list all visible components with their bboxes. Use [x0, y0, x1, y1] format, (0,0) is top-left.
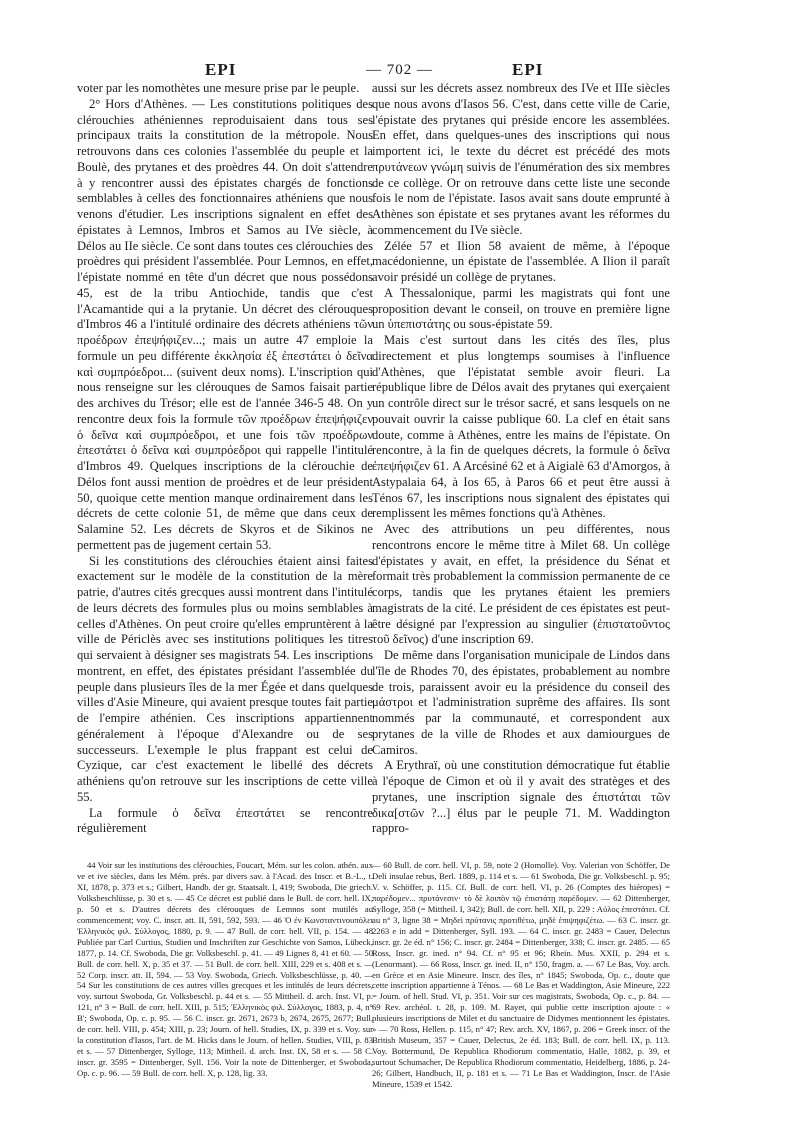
- paragraph: Zélée 57 et Ilion 58 avaient de même, à l'époque macédonienne, un épistate de l'assemblée. A Ilion il paraît avoir présidé un collège de prytanes.: [372, 238, 670, 284]
- left-text-column: [77, 81, 373, 837]
- footnotes-right: [372, 860, 670, 1090]
- page-number: — 702 —: [366, 62, 433, 78]
- paragraph: De même dans l'organisation municipale de Lindos dans l'île de Rhodes 70, des épistates, probablement au nombre de trois, paraissent avoir eu la présidence du conseil des μάστροι et l'administration suprême des affaires. Ils sont nommés par la communauté, et correspondent aux prytanes de la ville de Rhodes et aux damiourgues de Camiros.: [372, 648, 670, 757]
- paragraph: A Erythraï, où une constitution démocratique fut établie à l'époque de Cimon et où il y avait des stratèges et des prytanes, une inscription signale des ἐπιστάται τῶν δικα[στῶν ?...] élus par le peuple 71. M. Waddington rappro-: [372, 758, 670, 836]
- paragraph: aussi sur les décrets assez nombreux des IVe et IIIe siècles que nous avons d'Iasos 56. C'est, dans cette ville de Carie, l'épistate des prytanes qui préside encore les assemblées. En effet, dans quelques-unes des inscriptions qui nous importent ici, le texte du décret est précédé des mots πρυτάνεων γνώμη suivis de l'énumération des six membres de ce collège. Or on retrouve dans cette liste une seconde fois le nom de l'épistate. Iasos avait sans doute emprunté à Athènes son épistate et ses prytanes avant les réformes du commencement du IVe siècle.: [372, 81, 670, 237]
- paragraph: Avec des attributions un peu différentes, nous rencontrons encore le même titre à Milet 68. Un collège d'épistates y avait, en effet, la présidence du Sénat et formait très probablement la commission permanente de ce corps, tandis que les prytanes étaient les premiers magistrats de la cité. Le président de ces épistates est peut-être désigné par l'expression au singulier (ἐπιστατοῦντος τοῦ δεῖνος) d'une inscription 69.: [372, 522, 670, 647]
- paragraph: Mais c'est surtout dans les cités des îles, plus directement et plus longtemps soumises à l'influence d'Athènes, que l'épistatat semble avoir fleuri. La république libre de Délos avait des prytanes qui exerçaient un contrôle direct sur le trésor sacré, et sans lesquels on ne pouvait ouvrir la caisse publique 60. La clef en était sans doute, comme à Athènes, entre les mains de l'épistate. On rencontre, à la fin de quelques décrets, la formule ὁ δεῖνα ἐπεψήφιζεν 61. A Arcésiné 62 et à Aigialè 63 d'Amorgos, à Astypalaia 64, à Ios 65, à Paros 66 et peut être aussi à Ténos 67, les inscriptions nous signalent des épistates qui remplissent les mêmes fonctions qu'à Athènes.: [372, 333, 670, 521]
- right-text-column: [372, 81, 670, 837]
- paragraph: Si les constitutions des clérouchies étaient ainsi faites exactement sur le modèle de la constitution de la mère patrie, d'autres cités grecques aussi montrent dans l'intitulé de leurs décrets des formules plus ou moins semblables à celles d'Athènes. On peut croire qu'elles empruntèrent à la ville de Périclès avec ses institutions politiques les titres qui servaient à désigner ses magistrats 54. Les inscriptions montrent, en effet, des épistates présidant l'assemblée du peuple dans plusieurs îles de la mer Égée et dans quelques villes d'Asie Mineure, qui avaient presque toutes fait partie de l'empire athénien. Ces inscriptions appartiennent généralement à l'époque d'Alexandre ou de ses successeurs. L'exemple le plus frappant est celui de Cyzique, car c'est exactement le libellé des décrets athéniens qu'on retrouve sur les inscriptions de cette ville 55.: [77, 553, 373, 804]
- running-head-right: EPI: [512, 60, 544, 79]
- paragraph: La formule ὁ δεῖνα ἐπεστάτει se rencontre régulièrement: [77, 805, 373, 836]
- running-head-left: EPI: [205, 60, 237, 79]
- footnotes-left: [77, 860, 373, 1079]
- paragraph: A Thessalonique, parmi les magistrats qui font une proposition devant le conseil, on trouve en première ligne un ὑπεπιστάτης ou sous-épistate 59.: [372, 285, 670, 332]
- footnote-block: 44 Voir sur les institutions des clérouchies, Foucart, Mém. sur les colon. athén. aux ve et ive siècles, dans les Mém. prés. par divers sav. à l'Acad. des Inscr. et B.-L., t. XI, 1878, p. 373 et s.; Gilbert, Handb. der gr. Staatsalt. I, 419; Swoboda, Die griech. Volksbeschlüsse, p. 30 et s. — 45 Ce décret est publié dans le Bull. de corr. hell. IX, p. 50 et s. D'autres décrets des clérouques de Lemnos sont mutilés au commencement; voy. C. inscr. att. II, 591, 592, 593. — 46 Ὁ ἐν Κωνσταντινουπόλει Ἑλληνικὸς φιλ. Σύλλογος, 1880, p. 9. — 47 Bull. de corr. hell. VII, p. 154. — 48 Publiée par Carl Curtius, Studien und Inschriften zur Geschichte von Samos, Lübeck, 1877, p. 14. Cf. Swoboda, Die gr. Volksbeschl. p. 41. — 49 Lignes 8, 41 et 60. — 50 Bull. de corr. hell. X, p. 35 et 37. — 51 Bull. de corr. hell. XIII, 229 et s. 408 et s. — 52 Corp. inscr. att. II, 594. — 53 Voy. Swoboda, Griech. Volksbeschlüsse, p. 40. — 54 Sur les constitutions de ces autres villes grecques et les intitulés de leurs décrets, voy. surtout Swoboda, Gr. Volksbeschl. p. 44 et s. — 55 Mittheil. d. arch. Inst. VI, p. 121, n° 3 = Bull. de corr. hell. XIII, p. 515; Ἑλληνικὸς φιλ. Σύλλογος, 1883, p. 4, n° B'; Swoboda, Op. c. p. 95. — 56 C. inscr. gr. 2671, 2673 b, 2674, 2675, 2677; Bull. de corr. hell. VIII, p. 454; XIII, p. 23; Journ. of hell. Studies, IX, p. 339 et s. Voy. sur la constitution d'Iasos, l'art. de M. Hicks dans le Journ. of hellen. Studies, VIII, p. 83 et s. — 57 Dittenberger, Sylloge, 113; Mittheil. d. arch. Inst. IX, 58 et s. — 58 C. inscr. gr. 3595 = Dittenberger, Syll. 156. Voir la note de Dittenberger, et Swoboda, Op. c. p. 96. — 59 Bull. de corr. hell. X, p. 128, lig. 33.: [77, 860, 373, 1079]
- paragraph: voter par les nomothètes une mesure prise par le peuple.: [77, 81, 360, 95]
- footnote-block: — 60 Bull. de corr. hell. VI, p. 59, note 2 (Homolle). Voy. Valerian von Schöffer, De Deli insulae rebus, Berl. 1889, p. 114 et s. — 61 Swoboda, Die gr. Volksbeschl. p. 95; V. v. Schöffer, p. 115. Cf. Bull. de corr. hell. VI, p. 26 (Comptes des hiéropes) = παρέδομεν... πρυτάνεσιν· τὸ δὲ λοιπὸν τῷ ἐπιστάτῃ παρέδομεν. — 62 Dittenberger, Sylloge, 358 (= Mittheil. I, 342); Bull. de corr. hell. XII, p. 229 : Αὐλος ἐπεστάτει. Cf. au n° 3, ligne 38 = Μηδεὶ πρύτανις προτιθέτω, μηδὲ ἐπιψηφιζέτω. — 63 C. inscr. gr. 2263 e in add = Dittenberger, Syll. 193. — 64 C. inscr. gr. 2483 = Cauer, Delectus inscr. gr. 2e éd. n° 156; C. inscr. gr. 2484 = Dittenberger, 338; C. inscr. gr. 2485. — 65 Ross, Inscr. gr. ined. n° 94. Cf. n° 95 et 96; Rhein. Mus. XXII, p. 294 et s. (Lenormant). — 66 Ross, Inscr. gr. ined. II, n° 150, fragm. a. — 67 Le Bas, Voy. arch. en Grèce et en Asie Mineure. Inscr. des îles, n° 1845; Swoboda, Op. c., doute que cette inscription appartienne à Ténos. — 68 Le Bas et Waddington, Asie Mineure, 222 = Journ. of hell. Stud. VI, p. 351. Voir sur ces magistrats, Swoboda, Op. c., p. 84. — 69 Rev. archéol. t. 28, p. 109. M. Rayet, qui publie cette inscription ajoute : « plusieurs inscriptions de Milet et du sanctuaire de Didymes mentionnent les épistates. » — 70 Ross, Hellen. p. 115, n° 47; Rev. arch. XV, 1867, p. 206 = Greek inscr. of the British Museum, 357 = Cauer, Delectus, 2e éd. 183; Bull. de corr. hell. IX, p. 113. Voy. Bottermund, De Republica Rhodiorum commentatio, Halle, 1882, p. 39, et surtout Schumacher, De Republica Rhodiorum commentatio, Heidelberg, 1886, p. 24-26; Gilbert, Handbuch, II, p. 181 et s. — 71 Le Bas et Waddington, Inscr. de l'Asie Mineure, 1539 et 1542.: [372, 860, 670, 1090]
- paragraph: 2° Hors d'Athènes. — Les constitutions politiques des clérouchies athéniennes reproduisaient dans tous ses principaux traits la constitution de la métropole. Nous retrouvons dans ces colonies l'assemblée du peuple et la Boulè, des prytanes et des proèdres 44. On doit s'attendre à y rencontrer aussi des épistates chargés de fonctions semblables à celles des fonctionnaires athéniens que nous venons d'étudier. Les inscriptions signalent en effet des épistates à Lemnos, Imbros et Samos au IVe siècle, à Délos au IIe siècle. Ce sont dans toutes ces clérouchies des proèdres qui président l'assemblée. Pour Lemnos, en effet, l'épistate nommé en tête d'un décret que nous possédons 45, est de la tribu Antiochide, tandis que c'est l'Acamantide qui a la prytanie. Un décret des clérouques d'Imbros 46 a l'intitulé ordinaire des décrets athéniens τῶν προέδρων ἐπεψήφιζεν...; mais un autre 47 emploie la formule un peu différente ἐκκλησία ἐξ ἐπεστάτει ὁ δεῖνα καὶ συμπρόεδροι... (suivent deux noms). L'inscription qui nous renseigne sur les clérouques de Samos faisait partie des archives du Trésor; elle est de l'année 346-5 48. On y rencontre deux fois la formule τῶν προέδρων ἐπεψήφιζεν ὁ δεῖνα καὶ συμπρόεδροι, et une fois τῶν προέδρων ἐπεστάτει ὁ δεῖνα καὶ συμπρόεδροι qui rappelle l'intitulé d'Imbros 49. Quelques inscriptions de la clérouchie de Délos font aussi mention de proèdres et de leur président 50, quoique cette mention manque ordinairement dans les décrets de cette colonie 51, de même que dans ceux de Salamine 52. Les décrets de Skyros et de Sikinos ne permettent pas de jugement certain 53.: [77, 96, 373, 552]
